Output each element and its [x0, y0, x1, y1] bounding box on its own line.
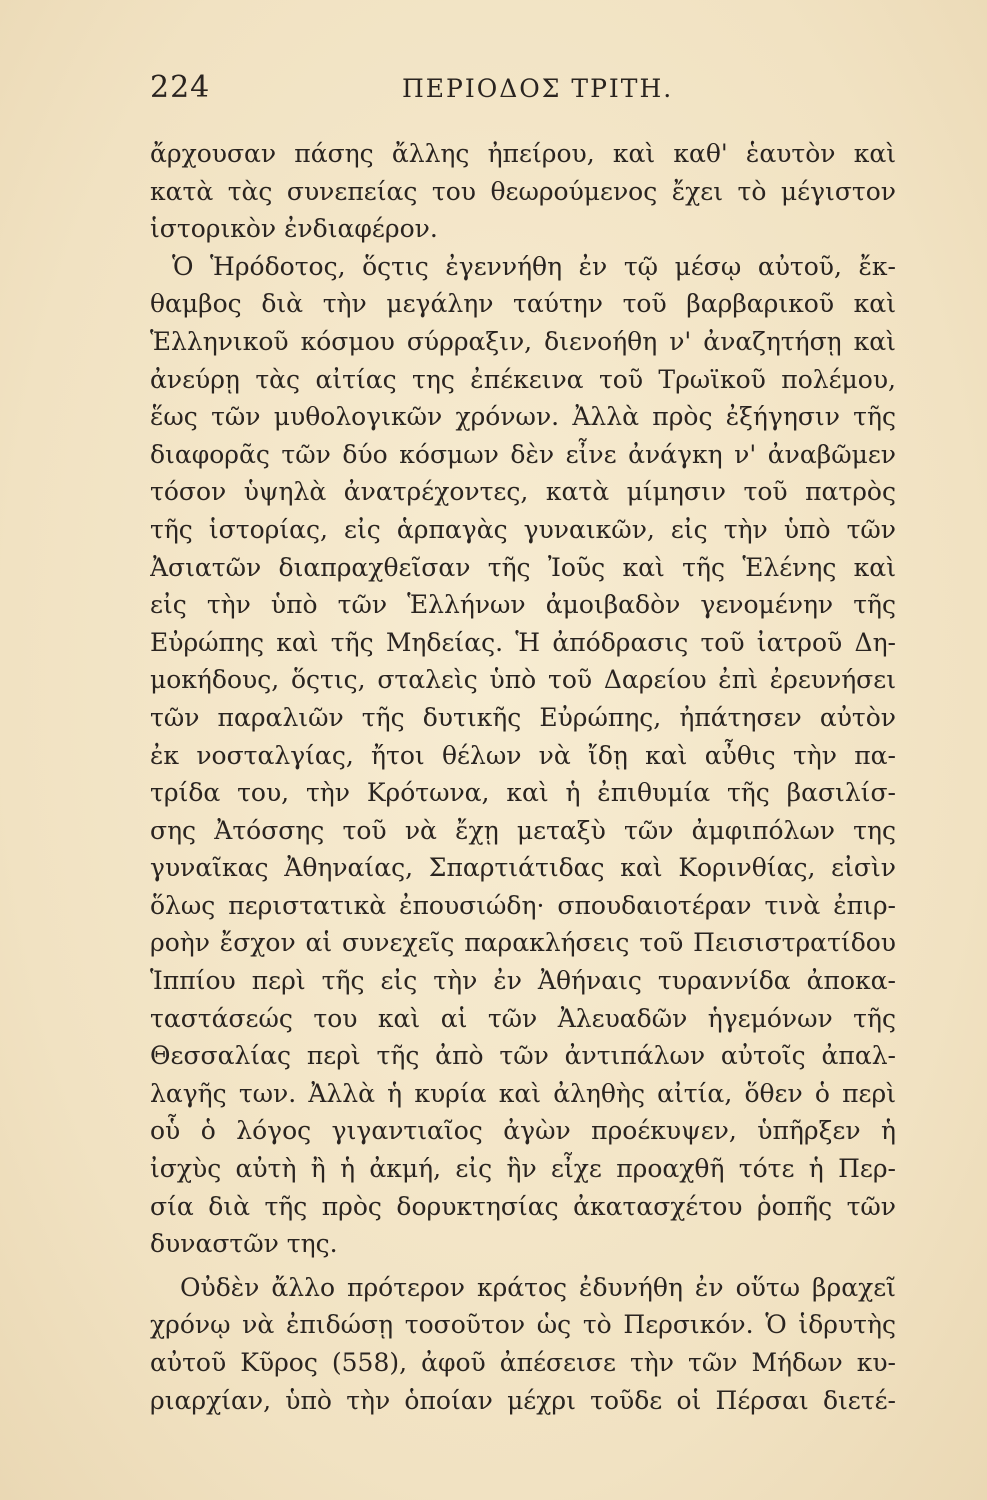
text-line: ἰσχὺς αὐτὴ ἢ ἡ ἀκμή, εἰς ἣν εἶχε προαχθῆ τότε ἡ Περ-	[150, 1154, 896, 1184]
text-line: τῶν παραλιῶν τῆς δυτικῆς Εὐρώπης, ἠπάτησεν αὐτὸν	[150, 702, 896, 732]
text-line: λαγῆς των. Ἀλλὰ ἡ κυρία καὶ ἀληθὴς αἰτία, ὅθεν ὁ περὶ	[150, 1078, 896, 1108]
text-line: τόσον ὑψηλὰ ἀνατρέχοντες, κατὰ μίμησιν τοῦ πατρὸς	[150, 477, 896, 507]
text-line: μοκήδους, ὅςτις, σταλεὶς ὑπὸ τοῦ Δαρείου ἐπὶ ἐρευνήσει	[150, 665, 896, 695]
text-line: Εὐρώπης καὶ τῆς Μηδείας. Ἡ ἀπόδρασις τοῦ ἰατροῦ Δη-	[150, 627, 896, 657]
text-line: γυναῖκας Ἀθηναίας, Σπαρτιάτιδας καὶ Κορινθίας, εἰσὶν	[150, 853, 896, 883]
text-line: ριαρχίαν, ὑπὸ τὴν ὁποίαν μέχρι τοῦδε οἱ Πέρσαι διετέ-	[150, 1385, 896, 1415]
text-line: χρόνῳ νὰ ἐπιδώσῃ τοσοῦτον ὡς τὸ Περσικόν. Ὁ ἱδρυτὴς	[150, 1310, 896, 1340]
text-line: Ἑλληνικοῦ κόσμου σύρραξιν, διενοήθη ν' ἀναζητήσῃ καὶ	[150, 326, 896, 356]
text-line: οὗ ὁ λόγος γιγαντιαῖος ἀγὼν προέκυψεν, ὑπῆρξεν ἡ	[150, 1116, 896, 1146]
text-line: σία διὰ τῆς πρὸς δορυκτησίας ἀκατασχέτου ῥοπῆς τῶν	[150, 1191, 896, 1221]
text-line: ἕως τῶν μυθολογικῶν χρόνων. Ἀλλὰ πρὸς ἐξήγησιν τῆς	[150, 402, 896, 432]
text-line: αὐτοῦ Κῦρος (558), ἀφοῦ ἀπέσεισε τὴν τῶν Μήδων κυ-	[150, 1348, 896, 1377]
body-text	[150, 135, 896, 1419]
text-line: ὅλως περιστατικὰ ἐπουσιώδη· σπουδαιοτέραν τινὰ ἐπιρ-	[150, 890, 896, 920]
text-line: ταστάσεώς του καὶ αἱ τῶν Ἀλευαδῶν ἡγεμόνων τῆς	[150, 1003, 896, 1033]
text-line: ἄρχουσαν πάσης ἄλλης ἠπείρου, καὶ καθ' ἑαυτὸν καὶ	[150, 139, 896, 168]
text-line: Θεσσαλίας περὶ τῆς ἀπὸ τῶν ἀντιπάλων αὐτοῖς ἀπαλ-	[150, 1041, 896, 1071]
text-line: κατὰ τὰς συνεπείας του θεωρούμενος ἔχει τὸ μέγιστον	[150, 176, 896, 206]
running-title: ΠΕΡΙΟΔΟΣ ΤΡΙΤΗ.	[402, 74, 674, 103]
text-line: τῆς ἱστορίας, εἰς ἁρπαγὰς γυναικῶν, εἰς τὴν ὑπὸ τῶν	[150, 514, 896, 544]
text-line: διαφορᾶς τῶν δύο κόσμων δὲν εἶνε ἀνάγκη ν' ἀναβῶμεν	[150, 439, 896, 469]
text-line: Ἱππίου περὶ τῆς εἰς τὴν ἐν Ἀθήναις τυραννίδα ἀποκα-	[150, 966, 896, 996]
text-line: Ἀσιατῶν διαπραχθεῖσαν τῆς Ἰοῦς καὶ τῆς Ἑλένης καὶ	[150, 552, 896, 582]
text-line: ἱστορικὸν ἐνδιαφέρον.	[150, 214, 438, 244]
text-line: ἐκ νοσταλγίας, ἤτοι θέλων νὰ ἴδῃ καὶ αὖθις τὴν πα-	[150, 740, 896, 770]
text-line: τρίδα του, τὴν Κρότωνα, καὶ ἡ ἐπιθυμία τῆς βασιλίσ-	[150, 778, 896, 808]
page-header	[150, 70, 896, 120]
text-line: Ὁ Ἡρόδοτος, ὅςτις ἐγεννήθη ἐν τῷ μέσῳ αὐτοῦ, ἔκ-	[172, 251, 896, 281]
text-line: σης Ἀτόσσης τοῦ νὰ ἔχῃ μεταξὺ τῶν ἀμφιπόλων της	[150, 815, 896, 845]
text-line: θαμβος διὰ τὴν μεγάλην ταύτην τοῦ βαρβαρικοῦ καὶ	[150, 289, 896, 319]
text-line: ἀνεύρῃ τὰς αἰτίας της ἐπέκεινα τοῦ Τρωϊκοῦ πολέμου,	[150, 364, 896, 394]
text-line: εἰς τὴν ὑπὸ τῶν Ἑλλήνων ἀμοιβαδὸν γενομένην τῆς	[150, 590, 896, 620]
text-line: δυναστῶν της.	[150, 1229, 338, 1259]
text-line: Οὐδὲν ἄλλο πρότερον κράτος ἐδυνήθη ἐν οὕτω βραχεῖ	[180, 1272, 896, 1302]
text-line: ροὴν ἔσχον αἱ συνεχεῖς παρακλήσεις τοῦ Πεισιστρατίδου	[150, 928, 896, 958]
page-number: 224	[150, 70, 211, 105]
